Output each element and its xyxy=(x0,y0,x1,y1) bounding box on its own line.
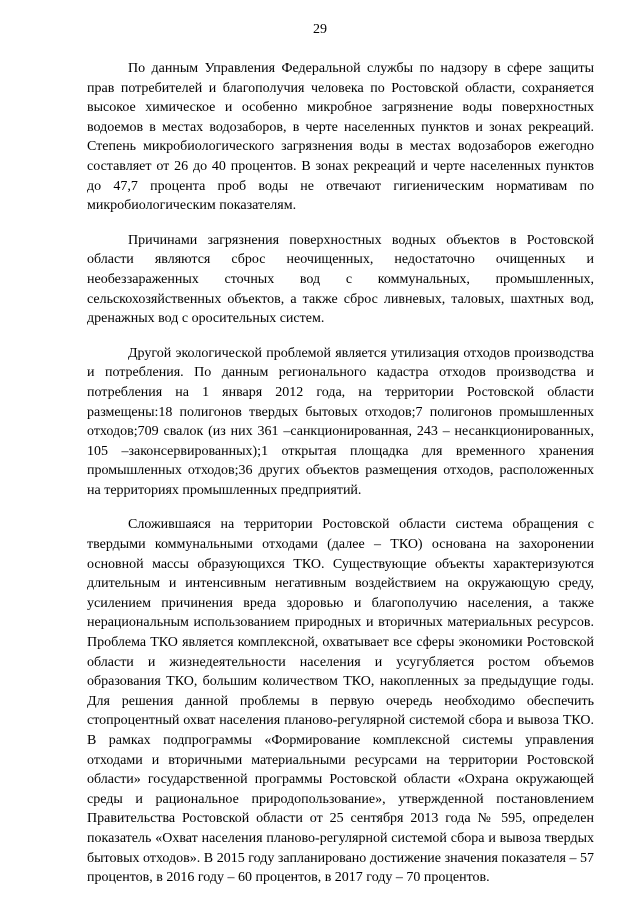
body-text xyxy=(87,59,594,903)
paragraph-waste-disposal: Другой экологической проблемой является утилизация отходов производства и потребления. По данным регионального кадастра отходов производства и потребления на 1 января 2012 года, на территории Ростовской области размещены:18 полигонов твердых бытовых отходов;7 полигонов промышленных отходов;709 свалок (из них 361 –санкционированная, 243 – несанкционированных, 105 –законсервированных);1 открытая площадка для временного хранения промышленных отходов;36 других объектов размещения отходов, расположенных на территориях промышленных предприятий. xyxy=(87,345,594,498)
paragraph-pollution-causes: Причинами загрязнения поверхностных водных объектов в Ростовской области являются сброс неочищенных, недостаточно очищенных и необеззараженных сточных вод с коммунальных, промышленных, сельскохозяйственных объектов, а также сброс ливневых, таловых, шахтных вод, дренажных вод с оросительных систем. xyxy=(87,232,594,327)
paragraph-municipal-waste: Сложившаяся на территории Ростовской области система обращения с твердыми коммунальными отходами (далее – ТКО) основана на захоронении основной массы образующихся ТКО. Существующие объекты характеризуются длительным и интенсивным негативным воздействием на окружающую среду, усилением причинения вреда здоровью и благополучию населения, а также нерациональным использованием природных и вторичных материальных ресурсов. Проблема ТКО является комплексной, охватывает все сферы экономики Ростовской области и жизнедеятельности населения и усугубляется ростом объемов образования ТКО, большим количеством ТКО, накопленных за предыдущие годы. Для решения данной проблемы в первую очередь необходимо обеспечить стопроцентный охват населения планово-регулярной системой сбора и вывоза ТКО. В рамках подпрограммы «Формирование комплексной системы управления отходами и вторичными материальными ресурсами на территории Ростовской области» государственной программы Ростовской области «Охрана окружающей среды и рациональное природопользование», утвержденной постановлением Правительства Ростовской области от 25 сентября 2013 года № 595, определен показатель «Охват населения планово-регулярной системой сбора и вывоза твердых бытовых отходов». В 2015 году запланировано достижение значения показателя – 57 процентов, в 2016 году – 60 процентов, в 2017 году – 70 процентов. xyxy=(87,517,594,886)
paragraph-water-pollution: По данным Управления Федеральной службы по надзору в сфере защиты прав потребителей и благополучия человека по Ростовской области, сохраняется высокое химическое и особенно микробное загрязнение воды поверхностных водоемов в местах водозаборов, в черте населенных пунктов и зонах рекреаций. Степень микробиологического загрязнения воды в местах водозаборов ежегодно составляет от 26 до 40 процентов. В зонах рекреаций и черте населенных пунктов до 47,7 процента проб воды не отвечают гигиеническим нормативам по микробиологическим показателям. xyxy=(87,61,594,214)
page-number: 29 xyxy=(313,22,327,37)
